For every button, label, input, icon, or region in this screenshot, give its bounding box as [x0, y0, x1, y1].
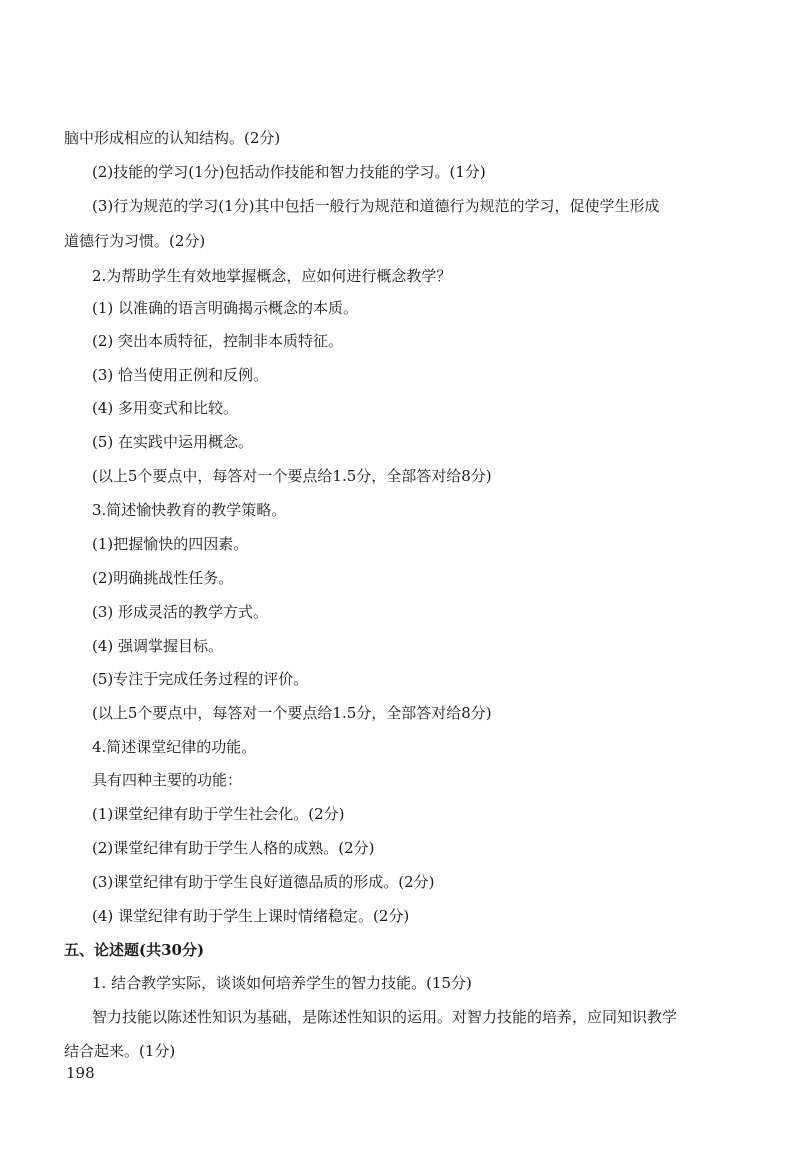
text-line: 智力技能以陈述性知识为基础，是陈述性知识的运用。对智力技能的培养，应同知识教学 [92, 1008, 678, 1026]
text-line: 1. 结合教学实际，谈谈如何培养学生的智力技能。(15分) [92, 974, 472, 992]
text-line: (2)课堂纪律有助于学生人格的成熟。(2分) [92, 839, 375, 857]
text-line: (2) 突出本质特征，控制非本质特征。 [92, 332, 344, 350]
text-line: (3) 恰当使用正例和反例。 [92, 366, 269, 384]
text-line: (5) 在实践中运用概念。 [92, 433, 254, 451]
text-line: (4) 课堂纪律有助于学生上课时情绪稳定。(2分) [92, 907, 410, 925]
section-heading: 五、论述题(共30分) [64, 941, 205, 959]
text-line: (以上5个要点中，每答对一个要点给1.5分，全部答对给8分) [92, 467, 492, 485]
text-line: 4.简述课堂纪律的功能。 [92, 738, 257, 756]
text-line: 道德行为习惯。(2分) [64, 232, 206, 250]
text-line: (3)课堂纪律有助于学生良好道德品质的形成。(2分) [92, 873, 435, 891]
text-line: (1) 以准确的语言明确揭示概念的本质。 [92, 299, 359, 317]
text-line: 具有四种主要的功能： [92, 771, 243, 789]
text-line: (4) 强调掌握目标。 [92, 637, 224, 655]
text-line: (4) 多用变式和比较。 [92, 399, 239, 417]
text-line: (2)技能的学习(1分)包括动作技能和智力技能的学习。(1分) [92, 163, 486, 181]
text-line: 脑中形成相应的认知结构。(2分) [64, 129, 281, 147]
text-line: (2)明确挑战性任务。 [92, 569, 234, 587]
text-line: (1)课堂纪律有助于学生社会化。(2分) [92, 805, 345, 823]
text-line: 2.为帮助学生有效地掌握概念，应如何进行概念教学？ [92, 267, 452, 285]
page-number: 198 [66, 1064, 95, 1082]
text-line: (以上5个要点中，每答对一个要点给1.5分，全部答对给8分) [92, 704, 492, 722]
text-line: (3)行为规范的学习(1分)其中包括一般行为规范和道德行为规范的学习，促使学生形成 [92, 197, 660, 215]
text-line: (1)把握愉快的四因素。 [92, 535, 249, 553]
text-line: (3) 形成灵活的教学方式。 [92, 603, 269, 621]
text-line: 结合起来。(1分) [64, 1042, 176, 1060]
text-line: 3.简述愉快教育的教学策略。 [92, 501, 287, 519]
text-line: (5)专注于完成任务过程的评价。 [92, 670, 309, 688]
